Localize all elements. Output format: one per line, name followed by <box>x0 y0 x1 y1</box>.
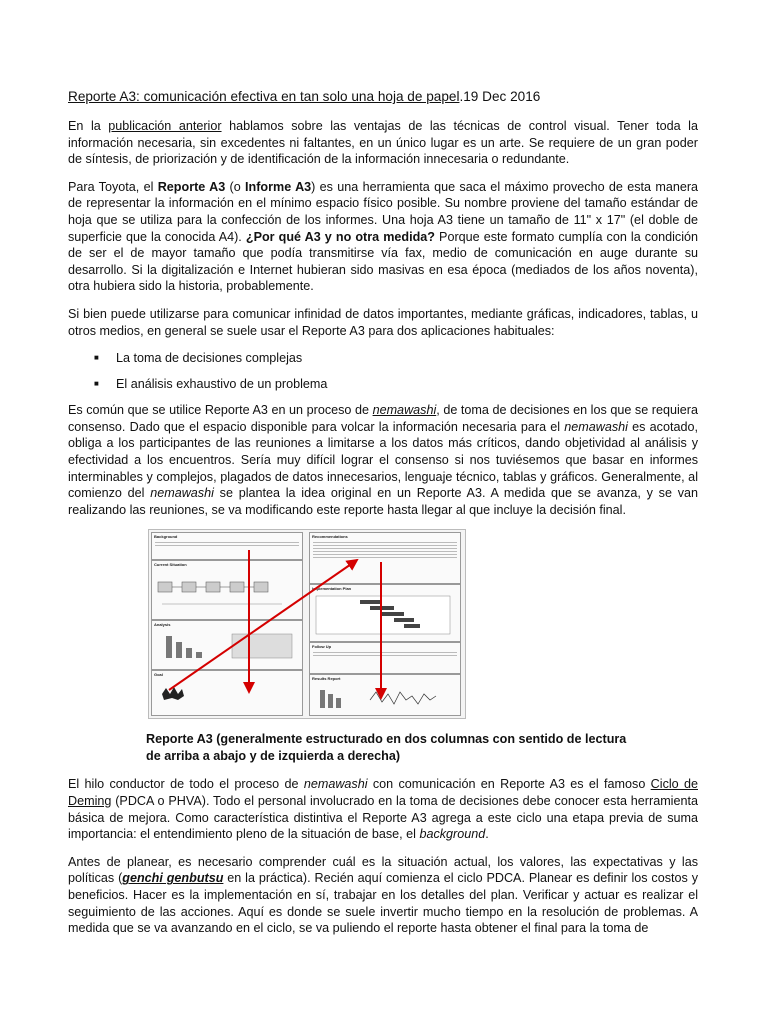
figure-box: Current Situation <box>151 560 303 620</box>
ciclo-de-deming-link[interactable]: Ciclo de Deming <box>68 777 698 809</box>
bullet-icon: ■ <box>94 379 99 389</box>
a3-report-figure <box>148 529 466 719</box>
genchi-genbutsu-link[interactable]: genchi genbutsu <box>122 871 224 886</box>
figure-box: Analysis <box>151 620 303 670</box>
figure-box: Results Report <box>309 674 461 716</box>
figure-box: Goal <box>151 670 303 716</box>
applications-list <box>68 350 698 392</box>
article <box>68 88 698 948</box>
nemawashi-link[interactable]: nemawashi <box>372 403 437 418</box>
list-item: ■ La toma de decisiones complejas <box>94 351 303 366</box>
paragraph-6: Antes de planear, es necesario comprender cuál es la situación actual, los valores, las expectativas y las políticas (genchi genbutsu en la práctica). Recién aquí comienza el ciclo PDCA. Planear es definir los costos y beneficios. Hacer es la implementación en sí, trabajar en los detalles del plan. Verificar y actuar es realizar el seguimiento de las acciones. Aquí es donde se suele invertir mucho tiempo en la resolución de problemas. A medida que se va avanzando en el ciclo, se va puliendo el reporte hasta obtener el final para la toma de <box>68 854 698 936</box>
reading-order-arrows <box>149 530 465 718</box>
figure-box: Implementation Plan <box>309 584 461 642</box>
title-date: .19 Dec 2016 <box>459 89 541 104</box>
figure-caption: Reporte A3 (generalmente estructurado en dos columnas con sentido de lectura de arriba a abajo y de izquierda a derecha) <box>146 732 627 763</box>
paragraph-4: Es común que se utilice Reporte A3 en un proceso de nemawashi, de toma de decisiones en los que se requiera consenso. Dado que el espacio disponible para volcar la información necesaria para el nemawashi es acotado, obliga a los participantes de las reuniones a limitarse a los datos más críticos, dando objetividad al análisis y efectividad a los encuentros. Sería muy difícil lograr el consenso si nos tuviésemos que basar en informes interminables y complejos, plagados de datos innecesarios, lenguaje técnico, tablas y gráficos. Generalmente, al comienzo del nemawashi se plantea la idea original en un Reporte A3. A medida que se avanza, y se van realizando las reuniones, se va modificando este reporte hasta llegar al que incluye la decisión final. <box>68 403 699 517</box>
paragraph-5: El hilo conductor de todo el proceso de nemawashi con comunicación en Reporte A3 es el famoso Ciclo de Deming (PDCA o PHVA). Todo el personal involucrado en la toma de decisiones debe conocer esta herramienta básica de mejora. Como característica distintiva el Reporte A3 agrega a este ciclo una etapa previa de suma importancia: el entendimiento pleno de la situación de base, el background. <box>68 777 698 842</box>
publicacion-anterior-link[interactable]: publicación anterior <box>108 119 222 133</box>
figure-box: Follow Up <box>309 642 461 674</box>
paragraph-1: En la publicación anterior hablamos sobre las ventajas de las técnicas de control visual. Tener toda la información necesaria, sin excedentes ni faltantes, en un único lugar es un arte. Se requiere de un gran poder de síntesis, de priorización y de identificación de la información innecesaria o redundante. <box>68 119 698 167</box>
figure-box: Recommendations <box>309 532 461 584</box>
title-link[interactable]: Reporte A3: comunicación efectiva en tan solo una hoja de papel <box>68 89 460 104</box>
bullet-icon: ■ <box>94 353 99 363</box>
figure-box: Background <box>151 532 303 560</box>
list-item: ■ El análisis exhaustivo de un problema <box>94 377 328 392</box>
paragraph-3: Si bien puede utilizarse para comunicar infinidad de datos importantes, mediante gráficas, indicadores, tablas, u otros medios, en general se suele usar el Reporte A3 para dos aplicaciones habituales: <box>68 306 698 338</box>
paragraph-2: Para Toyota, el Reporte A3 (o Informe A3) es una herramienta que saca el máximo provecho de esta manera de representar la información en el mínimo espacio físico posible. Su nombre proviene del tamaño estándar de hoja que se utiliza para la confección de los informes. Una hoja A3 tiene un tamaño de 11" x 17" (el doble de superficie que la conocida A4). ¿Por qué A3 y no otra medida? Porque este formato cumplía con la condición de ser el de mayor tamaño que podía transmitirse vía fax, medio de comunicación en auge durante su desarrollo. Si la digitalización e Internet hubieran sido masivas en esa época (mediados de los años noventa), otra hubiera sido la historia, probablemente. <box>68 179 699 294</box>
article-title <box>68 88 698 106</box>
